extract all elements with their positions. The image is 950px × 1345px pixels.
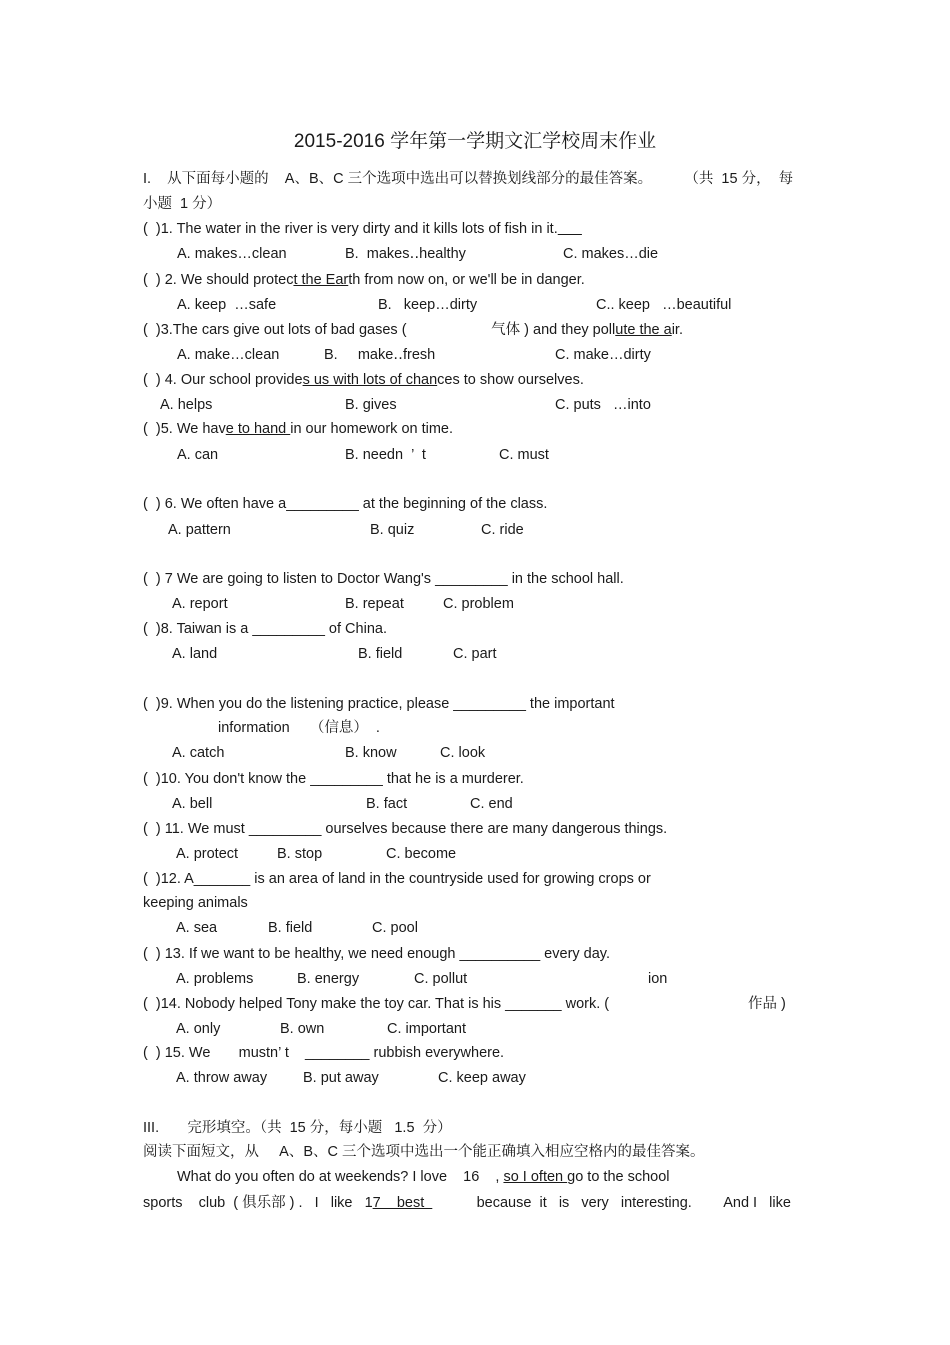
section3-heading: III. 完形填空。（共 15 分，每小题 1.5 分） xyxy=(143,1120,452,1136)
question-stem: ( )12. A_______ is an area of land in the countryside used for growing crops or xyxy=(143,871,651,887)
option-a: A. land xyxy=(172,646,218,662)
option-a: A. helps xyxy=(160,397,213,413)
question-stem-cont: keeping animals xyxy=(143,895,248,911)
question-stem: ( ) 6. We often have a_________ at the beginning of the class. xyxy=(143,496,548,512)
option-b: B. keep…dirty xyxy=(378,297,478,313)
option-a: A. makes…clean xyxy=(177,246,287,262)
question-stem: ( )14. Nobody helped Tony make the toy car. That is his _______ work. ( xyxy=(143,996,610,1012)
option-a: A. make…clean xyxy=(177,347,280,363)
option-c: C. important xyxy=(387,1021,466,1037)
option-b: B. know xyxy=(345,745,397,761)
option-b: B. stop xyxy=(277,846,323,862)
option-c: C. problem xyxy=(443,596,514,612)
option-a: A. problems xyxy=(176,971,254,987)
option-c-tail: ion xyxy=(648,971,668,987)
option-b: B. gives xyxy=(345,397,397,413)
page-title: 2015-2016 学年第一学期文汇学校周末作业 xyxy=(293,131,657,152)
option-c: C.. keep …beautiful xyxy=(596,297,732,313)
option-a: A. report xyxy=(172,596,228,612)
option-b: B. needn ’ t xyxy=(345,447,426,463)
option-b: B. repeat xyxy=(345,596,404,612)
option-b: B. own xyxy=(280,1021,325,1037)
question-stem: ( )1. The water in the river is very dirty and it kills lots of fish in it. xyxy=(143,221,558,237)
question-stem: ( )5. We have to hand in our homework on time. xyxy=(143,421,454,437)
option-a: A. bell xyxy=(172,796,213,812)
passage-line: sports club ( 俱乐部 ) . I like 17 best because it is very interesting. And I like xyxy=(143,1195,791,1211)
option-b: B. field xyxy=(268,920,313,936)
question-stem-cont: information （信息） . xyxy=(218,720,380,736)
option-b: B. quiz xyxy=(370,522,415,538)
option-c: C. look xyxy=(440,745,486,761)
question-stem: ( ) 2. We should protect the Earth from now on, or we'll be in danger. xyxy=(143,272,585,288)
question-stem: ( ) 4. Our school provides us with lots of chances to show ourselves. xyxy=(143,372,584,388)
question-stem: ( ) 13. If we want to be healthy, we need enough __________ every day. xyxy=(143,946,611,962)
option-c: C. make…dirty xyxy=(555,347,651,363)
option-a: A. sea xyxy=(176,920,218,936)
section1-heading: I. 从下面每小题的 A、B、C 三个选项中选出可以替换划线部分的最佳答案。 （共 15 分， 每 xyxy=(143,171,794,187)
question-stem: ( ) 11. We must _________ ourselves because there are many dangerous things. xyxy=(143,821,668,837)
option-a: A. pattern xyxy=(168,522,231,538)
option-b: B. fact xyxy=(366,796,408,812)
option-c: C. ride xyxy=(481,522,524,538)
option-a: A. throw away xyxy=(176,1070,268,1086)
section3-instruction: 阅读下面短文，从 A、B、C 三个选项中选出一个能正确填入相应空格内的最佳答案。 xyxy=(143,1144,705,1160)
question-stem: ( ) 7 We are going to listen to Doctor Wang's _________ in the school hall. xyxy=(143,571,624,587)
option-a: A. catch xyxy=(172,745,225,761)
option-c: C. end xyxy=(470,796,513,812)
option-a: A. can xyxy=(177,447,219,463)
option-c: C. must xyxy=(499,447,549,463)
option-a: A. protect xyxy=(176,846,239,862)
option-b: B. make‥fresh xyxy=(324,347,436,363)
question-stem: ( )9. When you do the listening practice, please _________ the important xyxy=(143,696,615,712)
option-b: B. makes‥healthy xyxy=(345,246,466,262)
section1-heading-cont: 小题 1 分） xyxy=(143,196,222,212)
passage-line: What do you often do at weekends? I love 16 , so I often go to the school xyxy=(177,1169,670,1185)
option-c: C. keep away xyxy=(438,1070,526,1086)
option-b: B. put away xyxy=(303,1070,379,1086)
option-c: C. part xyxy=(453,646,497,662)
question-stem: ( ) 15. We mustn’ t ________ rubbish everywhere. xyxy=(143,1045,505,1061)
question-stem: ( )8. Taiwan is a _________ of China. xyxy=(143,621,387,637)
option-b: B. field xyxy=(358,646,403,662)
option-a: A. only xyxy=(176,1021,221,1037)
option-c: C. pollut xyxy=(414,971,468,987)
question-stem: ( )10. You don't know the _________ that he is a murderer. xyxy=(143,771,524,787)
question-stem-tail: 作品 ) xyxy=(748,996,786,1012)
option-c: C. makes…die xyxy=(563,246,659,262)
option-c: C. puts …into xyxy=(555,397,651,413)
option-b: B. energy xyxy=(297,971,360,987)
option-a: A. keep …safe xyxy=(177,297,277,313)
option-c: C. pool xyxy=(372,920,418,936)
question-stem: ( )3.The cars give out lots of bad gases ( 气体 ) and they pollute the air. xyxy=(143,322,683,338)
option-c: C. become xyxy=(386,846,457,862)
